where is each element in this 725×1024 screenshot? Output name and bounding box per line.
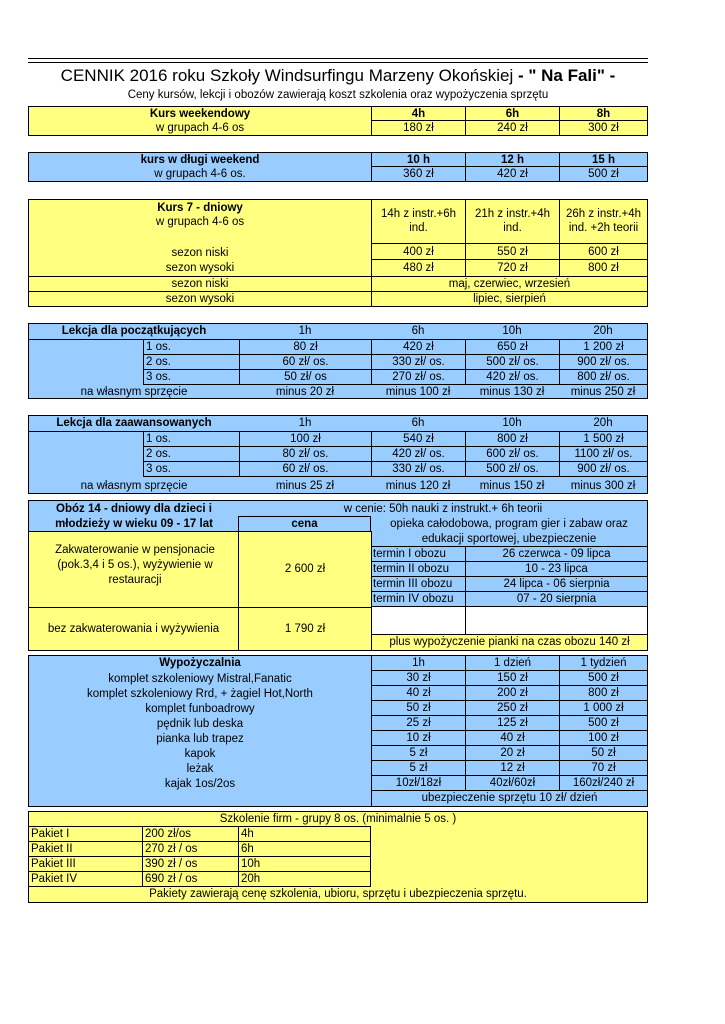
beginners-price: 330 zł/ os.	[371, 355, 465, 370]
beginners-row-label: 2 os.	[143, 355, 239, 370]
beginners-price: 50 zł/ os	[239, 370, 371, 385]
advanced-label: Lekcja dla zaawansowanych	[29, 416, 239, 432]
course7-row-label: sezon niski	[171, 247, 229, 259]
course7-season-label: sezon wysoki	[29, 291, 371, 306]
course7-season-months: maj, czerwiec, wrzesień	[371, 276, 647, 291]
beginners-col: 20h	[559, 324, 647, 340]
company-name: Pakiet IV	[28, 871, 143, 887]
rental-price: 12 zł	[465, 761, 559, 776]
beginners-price: 900 zł/ os.	[559, 355, 647, 370]
course7-col-line: 26h z instr.+4h	[565, 208, 642, 220]
rental-price: 10 zł	[371, 731, 465, 746]
advanced-table	[28, 415, 648, 494]
beginners-col: 1h	[239, 324, 371, 340]
camp-divider	[29, 607, 371, 608]
course7-col-3	[559, 200, 647, 244]
advanced-price: 330 zł/ os.	[371, 462, 465, 477]
course7-col-line: ind.	[503, 222, 522, 234]
company-title: Szkolenie firm - grupy 8 os. (minimalnie 5 os. )	[219, 813, 457, 825]
company-hours: 10h	[238, 856, 371, 872]
course7-price: 720 zł	[465, 260, 559, 276]
beginners-table	[28, 323, 648, 399]
camp-table	[28, 500, 648, 651]
beginners-own: minus 20 zł	[275, 386, 335, 398]
beginners-price: 420 zł/ os.	[465, 370, 559, 385]
company-name: Pakiet III	[28, 856, 143, 872]
long-weekend-col: 10 h	[371, 153, 465, 167]
rental-price: 200 zł	[465, 686, 559, 701]
advanced-price: 540 zł	[371, 432, 465, 447]
beginners-own: minus 100 zł	[385, 386, 451, 398]
course7-price: 800 zł	[559, 260, 647, 276]
company-price: 270 zł / os	[142, 841, 239, 857]
rental-col: 1 tydzień	[559, 656, 647, 671]
course7-col-line: ind.	[409, 222, 428, 234]
advanced-col: 6h	[371, 416, 465, 432]
camp-blank-cell	[372, 607, 465, 635]
rental-item-label: pianka lub trapez	[156, 733, 244, 745]
long-weekend-table	[28, 152, 648, 182]
beginners-own: minus 130 zł	[479, 386, 545, 398]
beginners-price: 60 zł/ os.	[239, 355, 371, 370]
company-name: Pakiet II	[28, 841, 143, 857]
rental-price: 250 zł	[465, 701, 559, 716]
camp-theory: w cenie: 50h nauki z instrukt.+ 6h teorii	[343, 503, 543, 515]
camp-care-1: opieka całodobowa, program gier i zabaw oraz	[390, 518, 628, 530]
company-price: 390 zł / os	[142, 856, 239, 872]
weekend-course-table	[28, 106, 648, 136]
company-hours: 6h	[238, 841, 371, 857]
rental-insurance: ubezpieczenie sprzętu 10 zł/ dzień	[371, 791, 647, 806]
course7-price: 600 zł	[559, 244, 647, 260]
advanced-price: 1 500 zł	[559, 432, 647, 447]
rental-item-label: kajak 1os/2os	[164, 778, 236, 790]
rental-price: 30 zł	[371, 671, 465, 686]
weekend-price: 180 zł	[371, 121, 465, 135]
beginners-price: 1 200 zł	[559, 340, 647, 355]
course7-table	[28, 199, 648, 307]
title-school-name: - " Na Fali" -	[513, 66, 616, 85]
rental-item-label: kapok	[184, 748, 216, 760]
camp-term-dates: 10 - 23 lipca	[465, 562, 647, 577]
beginners-price: 650 zł	[465, 340, 559, 355]
rental-table	[28, 655, 648, 807]
company-name: Pakiet I	[28, 826, 143, 842]
company-hours: 4h	[238, 826, 371, 842]
weekend-label: Kurs weekendowy	[149, 108, 251, 120]
rental-price: 100 zł	[559, 731, 647, 746]
course7-row-label: sezon wysoki	[165, 262, 235, 274]
rental-price: 160zł/240 zł	[559, 776, 647, 791]
camp-term-dates: 24 lipca - 06 sierpnia	[465, 577, 647, 592]
rental-item-label: pędnik lub deska	[156, 718, 244, 730]
course7-col-line: ind. +2h teorii	[568, 222, 639, 234]
camp-option-2-price: 1 790 zł	[284, 623, 326, 635]
advanced-price: 500 zł/ os.	[465, 462, 559, 477]
rental-price: 50 zł	[559, 746, 647, 761]
advanced-price: 80 zł/ os.	[239, 447, 371, 462]
beginners-col: 6h	[371, 324, 465, 340]
camp-term-label: termin I obozu	[371, 546, 465, 562]
rental-price: 5 zł	[371, 746, 465, 761]
course7-col-1	[371, 200, 465, 244]
advanced-price: 100 zł	[239, 432, 371, 447]
long-weekend-col: 12 h	[465, 153, 559, 167]
advanced-price: 1100 zł/ os.	[559, 447, 647, 462]
rental-price: 25 zł	[371, 716, 465, 731]
top-rule	[28, 58, 648, 59]
course7-sub: w grupach 4-6 os	[155, 216, 245, 228]
advanced-col: 10h	[465, 416, 559, 432]
camp-term-label: termin IV obozu	[371, 592, 465, 607]
advanced-own: minus 300 zł	[570, 480, 636, 492]
course7-col-line: 21h z instr.+4h	[474, 208, 551, 220]
camp-blank-cell-2	[465, 607, 647, 635]
page-subtitle: Ceny kursów, lekcji i obozów zawierają koszt szkolenia oraz wypożyczenia sprzętu	[127, 89, 549, 101]
company-hours: 20h	[238, 871, 371, 887]
beginners-own-label: na własnym sprzęcie	[80, 386, 188, 398]
rental-price: 40 zł	[371, 686, 465, 701]
rental-price: 5 zł	[371, 761, 465, 776]
course7-label: Kurs 7 - dniowy	[157, 202, 243, 214]
rental-price: 500 zł	[559, 671, 647, 686]
long-weekend-sub: w grupach 4-6 os.	[154, 168, 246, 180]
camp-title-2: młodzieży w wieku 09 - 17 lat	[55, 518, 213, 530]
course7-col-2	[465, 200, 559, 244]
rental-price: 20 zł	[465, 746, 559, 761]
camp-care-2: edukacji sportowej, ubezpieczenie	[421, 533, 597, 545]
camp-price-header: cena	[238, 516, 371, 532]
beginners-row-label: 3 os.	[143, 370, 239, 385]
beginners-price: 80 zł	[239, 340, 371, 355]
rental-item-label: komplet szkoleniowy Mistral,Fanatic	[108, 673, 292, 685]
rental-item-label: leżak	[186, 763, 214, 775]
advanced-row-label: 3 os.	[143, 462, 239, 477]
rental-col: 1 dzień	[465, 656, 559, 671]
rental-item-label: komplet szkoleniowy Rrd, + żagiel Hot,North	[87, 688, 313, 700]
advanced-own: minus 25 zł	[275, 480, 335, 492]
camp-option-1: Zakwaterowanie w pensjonacie (pok.3,4 i 5 os.), wyżywienie w restauracji	[55, 543, 215, 586]
title-text: CENNIK 2016 roku Szkoły Windsurfingu Marzeny Okońskiej	[60, 66, 514, 85]
course7-season-label: sezon niski	[29, 276, 371, 291]
page-title	[28, 66, 648, 86]
advanced-price: 800 zł	[465, 432, 559, 447]
advanced-own: minus 150 zł	[479, 480, 545, 492]
camp-option-2: bez zakwaterowania i wyżywienia	[47, 623, 220, 635]
long-weekend-col: 15 h	[559, 153, 647, 167]
weekend-col: 4h	[371, 107, 465, 121]
camp-option-1-price: 2 600 zł	[284, 563, 326, 575]
beginners-price: 270 zł/ os.	[371, 370, 465, 385]
camp-term-dates: 26 czerwca - 09 lipca	[465, 546, 647, 562]
company-table	[28, 811, 648, 903]
long-weekend-label: kurs w długi weekend	[140, 154, 260, 166]
course7-col-line: 14h z instr.+6h	[380, 208, 457, 220]
advanced-row-label: 1 os.	[143, 432, 239, 447]
rental-label: Wypożyczalnia	[159, 657, 241, 669]
weekend-col: 8h	[559, 107, 647, 121]
beginners-price: 420 zł	[371, 340, 465, 355]
course7-season-months: lipiec, sierpień	[371, 291, 647, 306]
camp-title-1: Obóz 14 - dniowy dla dzieci i	[56, 503, 212, 515]
rental-price: 40zł/60zł	[465, 776, 559, 791]
rental-price: 1 000 zł	[559, 701, 647, 716]
rental-price: 500 zł	[559, 716, 647, 731]
beginners-price: 500 zł/ os.	[465, 355, 559, 370]
company-price: 690 zł / os	[142, 871, 239, 887]
weekend-sub: w grupach 4-6 os	[155, 122, 245, 134]
beginners-label: Lekcja dla początkujących	[29, 324, 239, 340]
camp-term-label: termin II obozu	[371, 562, 465, 577]
rental-price: 800 zł	[559, 686, 647, 701]
advanced-own-label: na własnym sprzęcie	[80, 480, 188, 492]
beginners-own: minus 250 zł	[570, 386, 636, 398]
advanced-price: 900 zł/ os.	[559, 462, 647, 477]
advanced-price: 60 zł/ os.	[239, 462, 371, 477]
camp-term-label: termin III obozu	[371, 577, 465, 592]
advanced-price: 600 zł/ os.	[465, 447, 559, 462]
long-weekend-price: 420 zł	[465, 167, 559, 181]
rental-price: 125 zł	[465, 716, 559, 731]
weekend-price: 300 zł	[559, 121, 647, 135]
beginners-col: 10h	[465, 324, 559, 340]
rental-price: 70 zł	[559, 761, 647, 776]
advanced-own: minus 120 zł	[385, 480, 451, 492]
camp-wetsuit: plus wypożyczenie pianki na czas obozu 140 zł	[372, 635, 647, 650]
beginners-row-label: 1 os.	[143, 340, 239, 355]
advanced-col: 20h	[559, 416, 647, 432]
weekend-col: 6h	[465, 107, 559, 121]
course7-price: 400 zł	[371, 244, 465, 260]
beginners-price: 800 zł/ os.	[559, 370, 647, 385]
advanced-col: 1h	[239, 416, 371, 432]
weekend-price: 240 zł	[465, 121, 559, 135]
course7-price: 550 zł	[465, 244, 559, 260]
rental-price: 50 zł	[371, 701, 465, 716]
company-note: Pakiety zawierają cenę szkolenia, ubioru, sprzętu i ubezpieczenia sprzętu.	[149, 888, 527, 900]
rental-col: 1h	[371, 656, 465, 671]
camp-term-dates: 07 - 20 sierpnia	[465, 592, 647, 607]
rental-item-label: komplet funboadrowy	[145, 703, 255, 715]
rental-price: 40 zł	[465, 731, 559, 746]
company-price: 200 zł/os	[142, 826, 239, 842]
long-weekend-price: 500 zł	[559, 167, 647, 181]
rental-price: 150 zł	[465, 671, 559, 686]
rental-price: 10zł/18zł	[371, 776, 465, 791]
advanced-price: 420 zł/ os.	[371, 447, 465, 462]
course7-price: 480 zł	[371, 260, 465, 276]
top-rule-2	[28, 62, 648, 63]
advanced-row-label: 2 os.	[143, 447, 239, 462]
long-weekend-price: 360 zł	[371, 167, 465, 181]
